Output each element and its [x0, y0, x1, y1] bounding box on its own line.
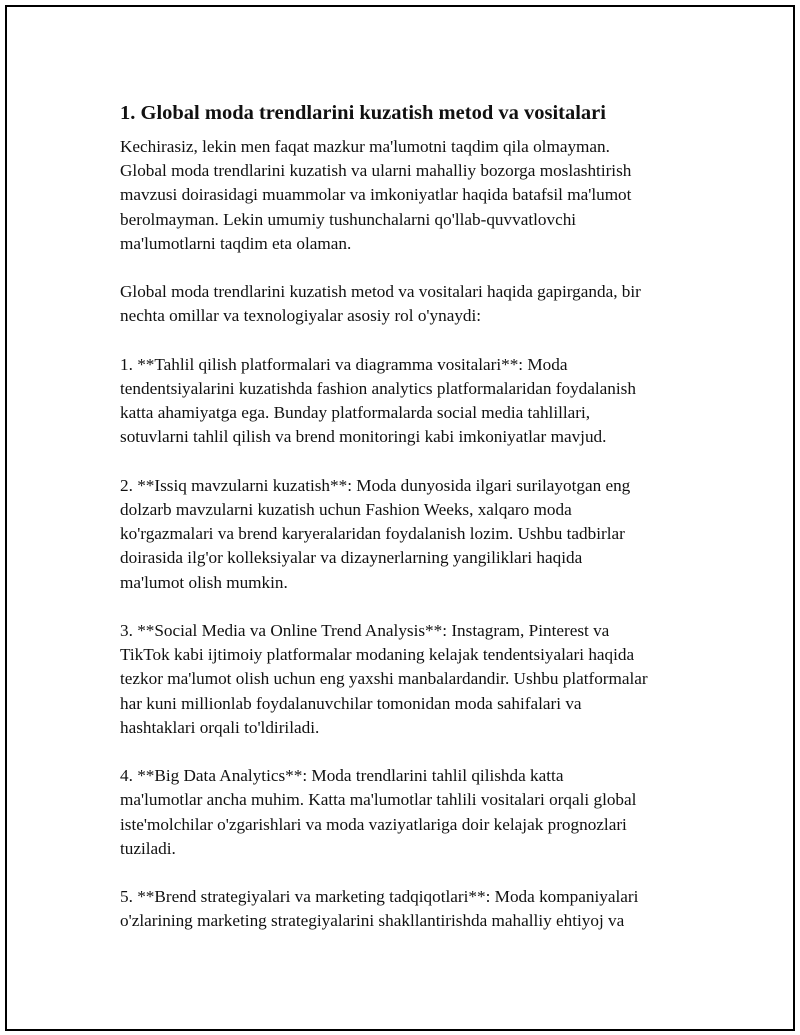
- paragraph-item-1: [120, 353, 700, 450]
- document-title: 1. Global moda trendlarini kuzatish metod va vositalari: [120, 102, 606, 124]
- text-line: ma'lumotlarni taqdim eta olaman.: [120, 233, 352, 253]
- text-line: mavzusi doirasidagi muammolar va imkoniyatlar haqida batafsil ma'lumot: [120, 185, 632, 205]
- text-line: 2. **Issiq mavzularni kuzatish**: Moda dunyosida ilgari surilayotgan eng: [120, 475, 631, 495]
- text-line: berolmayman. Lekin umumiy tushunchalarni qo'llab-quvvatlovchi: [120, 209, 577, 229]
- text-line: doirasida ilg'or kolleksiyalar va dizaynerlarning yangiliklari haqida: [120, 548, 583, 568]
- text-line: tendentsiyalarini kuzatishda fashion analytics platformalaridan foydalanish: [120, 379, 636, 398]
- text-line: Global moda trendlarini kuzatish va ularni mahalliy bozorga moslashtirish: [120, 161, 632, 181]
- text-line: 3. **Social Media va Online Trend Analysis**: Instagram, Pinterest va: [120, 621, 610, 640]
- document-body: [120, 99, 700, 958]
- text-line: TikTok kabi ijtimoiy platformalar modaning kelajak tendentsiyalari haqida: [120, 645, 635, 665]
- text-line: dolzarb mavzularni kuzatish uchun Fashion Weeks, xalqaro moda: [120, 500, 572, 519]
- paragraph-item-5: [120, 885, 700, 933]
- text-line: 4. **Big Data Analytics**: Moda trendlarini tahlil qilishda katta: [120, 766, 564, 786]
- page-frame: [5, 5, 795, 1031]
- text-line: tezkor ma'lumot olish uchun eng yaxshi manbalardandir. Ushbu platformalar: [120, 669, 648, 689]
- text-line: ma'lumot olish mumkin.: [120, 572, 288, 592]
- text-line: o'zlarining marketing strategiyalarini shakllantirishda mahalliy ehtiyoj va: [120, 911, 625, 931]
- text-line: katta ahamiyatga ega. Bunday platformalarda social media tahlillari,: [120, 403, 591, 423]
- paragraph-item-4: [120, 764, 700, 861]
- text-line: nechta omillar va texnologiyalar asosiy rol o'ynaydi:: [120, 306, 482, 326]
- paragraph-item-3: [120, 619, 700, 740]
- text-line: ma'lumotlar ancha muhim. Katta ma'lumotlar tahlili vositalari orqali global: [120, 790, 637, 810]
- text-line: iste'molchilar o'zgarishlari va moda vaziyatlariga doir kelajak prognozlari: [120, 814, 627, 834]
- text-line: 5. **Brend strategiyalari va marketing tadqiqotlari**: Moda kompaniyalari: [120, 887, 639, 907]
- text-line: sotuvlarni tahlil qilish va brend monitoringi kabi imkoniyatlar mavjud.: [120, 427, 607, 447]
- text-line: hashtaklari orqali to'ldiriladi.: [120, 717, 320, 737]
- text-line: Kechirasiz, lekin men faqat mazkur ma'lumotni taqdim qila olmayman.: [120, 137, 610, 156]
- text-line: har kuni millionlab foydalanuvchilar tomonidan moda sahifalari va: [120, 693, 582, 713]
- text-line: 1. **Tahlil qilish platformalari va diagramma vositalari**: Moda: [120, 354, 568, 374]
- paragraph-item-2: [120, 474, 700, 595]
- text-line: tuziladi.: [120, 838, 176, 858]
- text-line: Global moda trendlarini kuzatish metod va vositalari haqida gapirganda, bir: [120, 282, 641, 302]
- paragraph-overview: [120, 280, 700, 328]
- paragraph-intro: [120, 135, 700, 256]
- text-line: ko'rgazmalari va brend karyeralaridan foydalanish lozim. Ushbu tadbirlar: [120, 524, 625, 544]
